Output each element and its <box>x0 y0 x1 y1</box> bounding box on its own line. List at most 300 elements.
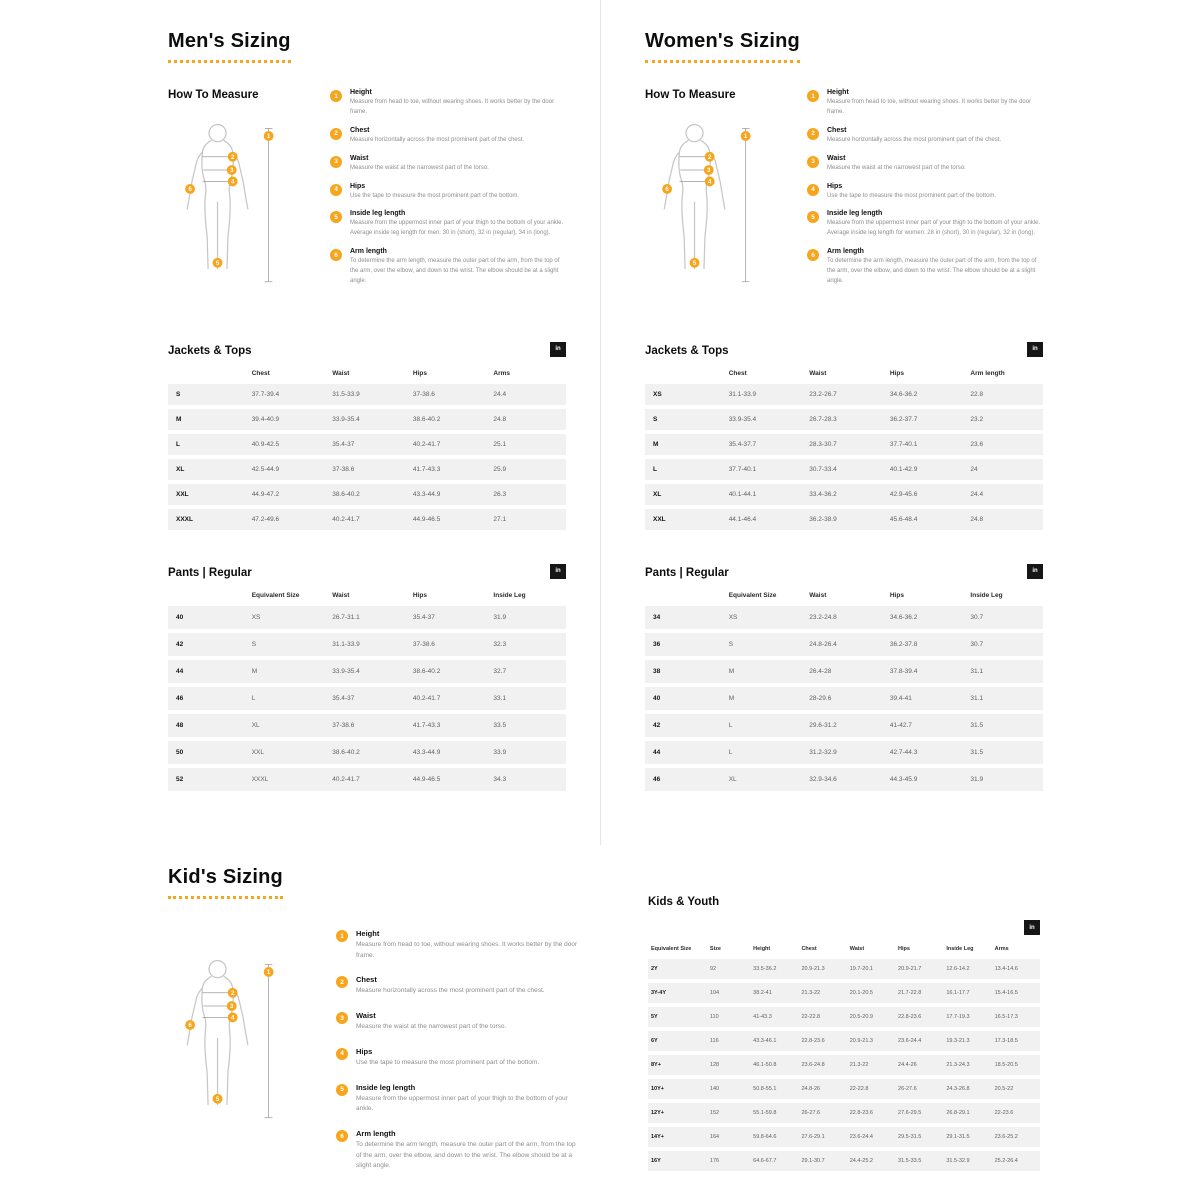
body-measurement-diagram <box>174 117 280 295</box>
unit-toggle-button[interactable]: in <box>1027 342 1043 357</box>
cell-value: 30.7-33.4 <box>801 459 882 480</box>
cell-value: 29.5-31.5 <box>895 1127 943 1147</box>
womens-jackets-tops-table <box>645 363 1043 534</box>
cell-value: S <box>721 633 802 656</box>
row-label: 44 <box>168 660 244 683</box>
cell-value: 26.7-31.1 <box>324 606 405 629</box>
cell-value: 44.3-45.9 <box>882 768 963 791</box>
mens-sizing-title: Men's Sizing <box>168 30 291 63</box>
row-label: L <box>168 434 244 455</box>
cell-value: 24.8 <box>485 409 566 430</box>
cell-value: 44.9-46.5 <box>405 509 486 530</box>
step-title: Hips <box>827 182 843 190</box>
cell-value: 30.7 <box>962 606 1043 629</box>
measure-step <box>807 183 1043 202</box>
table-header-row <box>645 367 1043 380</box>
cell-value: 23.6-24.4 <box>895 1031 943 1051</box>
kids-sizing-title: Kid's Sizing <box>168 866 283 899</box>
cell-value: 31.1-33.9 <box>324 633 405 656</box>
cell-value: 29.6-31.2 <box>801 714 882 737</box>
cell-value: 17.3-18.5 <box>992 1031 1040 1051</box>
svg-text:2: 2 <box>230 153 235 161</box>
step-number-badge: 3 <box>336 1012 348 1024</box>
step-title: Height <box>350 89 372 96</box>
cell-value: 24.4 <box>485 384 566 405</box>
column-header: Hips <box>882 589 963 602</box>
step-number-badge: 4 <box>330 184 342 196</box>
table-row <box>168 687 566 710</box>
row-label: 48 <box>168 714 244 737</box>
womens-jackets-tops-block <box>645 342 1043 534</box>
cell-value: 33.9 <box>485 741 566 764</box>
cell-value: 18.5-20.5 <box>992 1055 1040 1075</box>
mens-measure-left <box>168 89 280 295</box>
cell-value: 21.3-22 <box>847 1055 895 1075</box>
table-header-row <box>645 589 1043 602</box>
cell-value: 31.5 <box>962 714 1043 737</box>
kids-youth-table-section <box>648 896 1040 1175</box>
step-number-badge: 3 <box>330 156 342 168</box>
row-label: S <box>168 384 244 405</box>
row-label: 14Y+ <box>648 1127 707 1147</box>
row-label: XXL <box>168 484 244 505</box>
cell-value: 22.8-23.6 <box>895 1007 943 1027</box>
column-header <box>168 589 244 602</box>
unit-toggle-button[interactable]: in <box>550 342 566 357</box>
table-row <box>168 384 566 405</box>
row-label: M <box>168 409 244 430</box>
row-label: 36 <box>645 633 721 656</box>
unit-toggle-button[interactable]: in <box>1024 920 1040 935</box>
cell-value: 40.2-41.7 <box>405 434 486 455</box>
step-text: Measure horizontally across the most prominent part of the chest. <box>350 136 525 143</box>
column-header: Equivalent Size <box>244 589 325 602</box>
cell-value: 37-38.6 <box>324 714 405 737</box>
row-label: 50 <box>168 741 244 764</box>
column-header: Arms <box>992 943 1040 955</box>
row-label: 52 <box>168 768 244 791</box>
measure-step <box>336 1129 580 1172</box>
cell-value: 44.9-47.2 <box>244 484 325 505</box>
step-text: Measure from head to toe, without wearing shoes. It works better by the door frame. <box>350 99 555 115</box>
measure-step <box>807 248 1043 287</box>
table-row <box>168 434 566 455</box>
column-divider <box>600 0 601 845</box>
cell-value: 20.9-21.3 <box>847 1031 895 1051</box>
cell-value: 128 <box>707 1055 750 1075</box>
svg-text:6: 6 <box>665 186 669 194</box>
jackets-tops-title: Jackets & Tops <box>645 344 729 357</box>
column-header: Hips <box>405 589 486 602</box>
column-header: Chest <box>244 367 325 380</box>
svg-text:3: 3 <box>230 167 234 175</box>
measure-step <box>336 1047 580 1069</box>
cell-value: 24.8-26 <box>798 1079 846 1099</box>
cell-value: XL <box>721 768 802 791</box>
cell-value: 19.3-21.3 <box>943 1031 991 1051</box>
cell-value: 40.2-41.7 <box>405 687 486 710</box>
cell-value: 23.2 <box>962 409 1043 430</box>
step-text: Measure the waist at the narrowest part of the torso. <box>350 164 489 171</box>
cell-value: 55.1-59.8 <box>750 1103 798 1123</box>
cell-value: 38.6-40.2 <box>405 660 486 683</box>
measure-step <box>330 183 566 202</box>
row-label: 8Y+ <box>648 1055 707 1075</box>
cell-value: 37-38.6 <box>405 633 486 656</box>
cell-value: 45.6-48.4 <box>882 509 963 530</box>
step-text: Measure from the uppermost inner part of your thigh to the bottom of your ankle. Average inside leg length for men: 30 in (short), 32 in (regular), 34 in (long). <box>350 220 564 237</box>
cell-value: 22-23.6 <box>992 1103 1040 1123</box>
row-label: 5Y <box>648 1007 707 1027</box>
cell-value: 27.6-29.1 <box>798 1127 846 1147</box>
womens-pants-table <box>645 585 1043 795</box>
row-label: 40 <box>645 687 721 710</box>
svg-text:6: 6 <box>188 1022 192 1030</box>
measure-step <box>336 1083 580 1115</box>
svg-text:6: 6 <box>188 186 192 194</box>
step-text: Measure the waist at the narrowest part of the torso. <box>356 1023 507 1031</box>
mens-jackets-tops-block <box>168 342 566 534</box>
cell-value: 26-27.6 <box>895 1079 943 1099</box>
measure-step <box>807 127 1043 146</box>
table-row <box>648 1031 1040 1051</box>
step-title: Chest <box>356 975 377 985</box>
cell-value: 37.7-40.1 <box>721 459 802 480</box>
cell-value: XS <box>244 606 325 629</box>
cell-value: 31.5 <box>962 741 1043 764</box>
step-number-badge: 1 <box>336 930 348 942</box>
cell-value: 164 <box>707 1127 750 1147</box>
row-label: 44 <box>645 741 721 764</box>
row-label: L <box>645 459 721 480</box>
cell-value: 43.3-44.9 <box>405 741 486 764</box>
kids-how-to-measure <box>168 925 580 1186</box>
table-row <box>645 434 1043 455</box>
svg-text:1: 1 <box>743 133 748 141</box>
cell-value: 36.2-38.9 <box>801 509 882 530</box>
table-row <box>645 484 1043 505</box>
step-text: Measure horizontally across the most prominent part of the chest. <box>827 136 1002 143</box>
step-title: Waist <box>827 154 846 162</box>
table-row <box>648 1127 1040 1147</box>
step-number-badge: 6 <box>330 249 342 261</box>
table-row <box>645 409 1043 430</box>
cell-value: 23.2-24.8 <box>801 606 882 629</box>
cell-value: 23.6-25.2 <box>992 1127 1040 1147</box>
cell-value: 16.5-17.3 <box>992 1007 1040 1027</box>
column-header: Waist <box>324 367 405 380</box>
column-header: Waist <box>324 589 405 602</box>
cell-value: 23.6-24.4 <box>847 1127 895 1147</box>
svg-text:1: 1 <box>266 969 271 977</box>
cell-value: 30.7 <box>962 633 1043 656</box>
step-text: Measure from head to toe, without wearing shoes. It works better by the door frame. <box>827 99 1032 115</box>
unit-toggle-button[interactable]: in <box>550 564 566 579</box>
cell-value: 26.3 <box>485 484 566 505</box>
cell-value: L <box>721 741 802 764</box>
step-title: Inside leg length <box>827 210 883 218</box>
body-measurement-diagram <box>651 117 757 295</box>
step-title: Arm length <box>350 248 387 256</box>
cell-value: 44.1-46.4 <box>721 509 802 530</box>
measure-step <box>807 89 1043 118</box>
table-row <box>645 633 1043 656</box>
cell-value: 104 <box>707 983 750 1003</box>
cell-value: 25.9 <box>485 459 566 480</box>
svg-text:3: 3 <box>707 167 711 175</box>
cell-value: 39.4-41 <box>882 687 963 710</box>
svg-text:5: 5 <box>215 1095 220 1103</box>
cell-value: M <box>721 660 802 683</box>
row-label: XXL <box>645 509 721 530</box>
table-row <box>648 1079 1040 1099</box>
cell-value: 41.7-43.3 <box>405 714 486 737</box>
step-text: Use the tape to measure the most prominent part of the bottom. <box>356 1058 540 1066</box>
cell-value: 33.9-35.4 <box>324 660 405 683</box>
cell-value: 33.5 <box>485 714 566 737</box>
table-row <box>168 633 566 656</box>
step-title: Arm length <box>827 248 864 256</box>
cell-value: L <box>721 714 802 737</box>
table-row <box>645 714 1043 737</box>
cell-value: 33.9-35.4 <box>324 409 405 430</box>
column-header: Chest <box>721 367 802 380</box>
cell-value: 33.5-36.2 <box>750 959 798 979</box>
cell-value: 25.2-26.4 <box>992 1151 1040 1171</box>
row-label: XL <box>168 459 244 480</box>
column-header: Waist <box>801 367 882 380</box>
svg-text:1: 1 <box>266 133 271 141</box>
measure-step <box>330 248 566 287</box>
step-number-badge: 2 <box>330 128 342 140</box>
svg-text:2: 2 <box>707 153 712 161</box>
measure-steps-list <box>807 89 1043 296</box>
cell-value: 26.7-28.3 <box>801 409 882 430</box>
cell-value: 33.4-36.2 <box>801 484 882 505</box>
womens-pants-block <box>645 564 1043 795</box>
measure-step <box>330 210 566 239</box>
mens-pants-block <box>168 564 566 795</box>
cell-value: 31.5-32.9 <box>943 1151 991 1171</box>
cell-value: 152 <box>707 1103 750 1123</box>
step-text: To determine the arm length, measure the outer part of the arm, from the top of the arm, over the elbow, and down to the wrist. The elbow should be at a slight angle. <box>356 1141 576 1170</box>
womens-how-to-measure <box>645 89 1043 296</box>
cell-value: 20.5-22 <box>992 1079 1040 1099</box>
cell-value: 32.3 <box>485 633 566 656</box>
measure-steps-list <box>336 929 580 1186</box>
cell-value: 24.8 <box>962 509 1043 530</box>
column-header <box>168 367 244 380</box>
table-row <box>648 1103 1040 1123</box>
cell-value: 28.3-30.7 <box>801 434 882 455</box>
step-number-badge: 5 <box>330 211 342 223</box>
cell-value: 40.1-44.1 <box>721 484 802 505</box>
step-title: Waist <box>356 1011 376 1021</box>
how-to-measure-title: How To Measure <box>645 89 736 101</box>
cell-value: M <box>244 660 325 683</box>
row-label: XS <box>645 384 721 405</box>
cell-value: 176 <box>707 1151 750 1171</box>
cell-value: 92 <box>707 959 750 979</box>
cell-value: 27.1 <box>485 509 566 530</box>
cell-value: 31.9 <box>962 768 1043 791</box>
step-title: Inside leg length <box>350 210 406 218</box>
cell-value: 35.4-37.7 <box>721 434 802 455</box>
measure-step <box>330 89 566 118</box>
row-label: 16Y <box>648 1151 707 1171</box>
row-label: 12Y+ <box>648 1103 707 1123</box>
unit-toggle-button[interactable]: in <box>1027 564 1043 579</box>
cell-value: XXXL <box>244 768 325 791</box>
table-row <box>168 409 566 430</box>
cell-value: 40.2-41.7 <box>324 768 405 791</box>
step-number-badge: 5 <box>807 211 819 223</box>
measure-steps-list <box>330 89 566 296</box>
step-number-badge: 2 <box>807 128 819 140</box>
cell-value: 31.2-32.9 <box>801 741 882 764</box>
table-row <box>645 741 1043 764</box>
mens-jackets-tops-table <box>168 363 566 534</box>
step-text: Measure from head to toe, without wearing shoes. It works better by the door frame. <box>356 941 578 959</box>
cell-value: 25.1 <box>485 434 566 455</box>
cell-value: 42.7-44.3 <box>882 741 963 764</box>
step-title: Waist <box>350 154 369 162</box>
cell-value: 31.1 <box>962 660 1043 683</box>
table-row <box>645 606 1043 629</box>
row-label: 42 <box>645 714 721 737</box>
cell-value: 26-27.6 <box>798 1103 846 1123</box>
cell-value: 16.1-17.7 <box>943 983 991 1003</box>
table-row <box>648 1151 1040 1171</box>
cell-value: 42.5-44.9 <box>244 459 325 480</box>
step-number-badge: 5 <box>336 1084 348 1096</box>
cell-value: 20.5-20.9 <box>847 1007 895 1027</box>
cell-value: 21.3-24.3 <box>943 1055 991 1075</box>
cell-value: 31.5-33.9 <box>324 384 405 405</box>
measure-step <box>330 155 566 174</box>
cell-value: 39.4-40.9 <box>244 409 325 430</box>
cell-value: 29.1-30.7 <box>798 1151 846 1171</box>
kids-sizing-section <box>168 866 580 1186</box>
table-row <box>168 509 566 530</box>
body-measurement-diagram <box>174 953 280 1131</box>
cell-value: 34.6-36.2 <box>882 384 963 405</box>
row-label: 3Y-4Y <box>648 983 707 1003</box>
cell-value: 40.1-42.9 <box>882 459 963 480</box>
step-title: Height <box>356 929 380 938</box>
step-number-badge: 1 <box>807 90 819 102</box>
cell-value: 41.7-43.3 <box>405 459 486 480</box>
cell-value: 43.3-46.1 <box>750 1031 798 1051</box>
cell-value: 31.5-33.5 <box>895 1151 943 1171</box>
cell-value: XL <box>244 714 325 737</box>
step-text: Measure from the uppermost inner part of your thigh to the bottom of your ankle. Average inside leg length for women: 28 in (short), 30 in (regular), 32 in (long). <box>827 220 1041 237</box>
column-header: Waist <box>801 589 882 602</box>
column-header: Inside Leg <box>943 943 991 955</box>
table-row <box>168 741 566 764</box>
cell-value: 20.9-21.3 <box>798 959 846 979</box>
cell-value: 37.7-39.4 <box>244 384 325 405</box>
cell-value: 22.8 <box>962 384 1043 405</box>
step-text: Use the tape to measure the most prominent part of the bottom. <box>827 192 997 199</box>
cell-value: 47.2-49.6 <box>244 509 325 530</box>
kids-measure-left <box>168 925 280 1131</box>
cell-value: 33.1 <box>485 687 566 710</box>
svg-text:5: 5 <box>692 259 697 267</box>
column-header: Arms <box>485 367 566 380</box>
cell-value: 22-22.8 <box>847 1079 895 1099</box>
cell-value: 64.6-67.7 <box>750 1151 798 1171</box>
row-label: 40 <box>168 606 244 629</box>
cell-value: 17.7-19.3 <box>943 1007 991 1027</box>
cell-value: 29.1-31.5 <box>943 1127 991 1147</box>
column-header: Hips <box>405 367 486 380</box>
table-row <box>168 606 566 629</box>
measure-step <box>336 975 580 997</box>
cell-value: L <box>244 687 325 710</box>
table-row <box>645 768 1043 791</box>
column-header: Height <box>750 943 798 955</box>
table-row <box>645 687 1043 710</box>
cell-value: 26.4-28 <box>801 660 882 683</box>
cell-value: 42.9-45.6 <box>882 484 963 505</box>
kids-youth-title: Kids & Youth <box>648 896 720 908</box>
cell-value: 24.4 <box>962 484 1043 505</box>
column-header <box>645 367 721 380</box>
cell-value: 140 <box>707 1079 750 1099</box>
cell-value: 37.7-40.1 <box>882 434 963 455</box>
row-label: 6Y <box>648 1031 707 1051</box>
cell-value: 38.6-40.2 <box>324 484 405 505</box>
column-header: Hips <box>895 943 943 955</box>
cell-value: 50.8-55.1 <box>750 1079 798 1099</box>
row-label: XXXL <box>168 509 244 530</box>
cell-value: 12.6-14.2 <box>943 959 991 979</box>
cell-value: 31.9 <box>485 606 566 629</box>
cell-value: 34.6-36.2 <box>882 606 963 629</box>
step-title: Inside leg length <box>356 1082 416 1092</box>
pants-regular-title: Pants | Regular <box>645 566 729 579</box>
mens-sizing-section <box>168 30 566 795</box>
step-title: Chest <box>350 126 370 134</box>
cell-value: 36.2-37.8 <box>882 633 963 656</box>
table-row <box>168 660 566 683</box>
row-label: S <box>645 409 721 430</box>
step-number-badge: 3 <box>807 156 819 168</box>
step-title: Hips <box>356 1046 373 1056</box>
cell-value: 36.2-37.7 <box>882 409 963 430</box>
cell-value: 21.3-22 <box>798 983 846 1003</box>
table-row <box>648 959 1040 979</box>
womens-sizing-section <box>645 30 1043 795</box>
column-header: Inside Leg <box>962 589 1043 602</box>
cell-value: 32.9-34.6 <box>801 768 882 791</box>
cell-value: 24.3-26.8 <box>943 1079 991 1099</box>
cell-value: 23.2-26.7 <box>801 384 882 405</box>
row-label: 42 <box>168 633 244 656</box>
womens-measure-left <box>645 89 757 295</box>
row-label: M <box>645 434 721 455</box>
column-header: Equivalent Size <box>721 589 802 602</box>
cell-value: 41-43.3 <box>750 1007 798 1027</box>
measure-step <box>807 155 1043 174</box>
svg-text:5: 5 <box>215 259 220 267</box>
column-header: Waist <box>847 943 895 955</box>
step-text: To determine the arm length, measure the outer part of the arm, from the top of the arm, over the elbow, and down to the wrist. The elbow should be at a slight angle. <box>350 258 560 285</box>
cell-value: 38.2-41 <box>750 983 798 1003</box>
cell-value: 37-38.6 <box>405 384 486 405</box>
mens-how-to-measure <box>168 89 566 296</box>
